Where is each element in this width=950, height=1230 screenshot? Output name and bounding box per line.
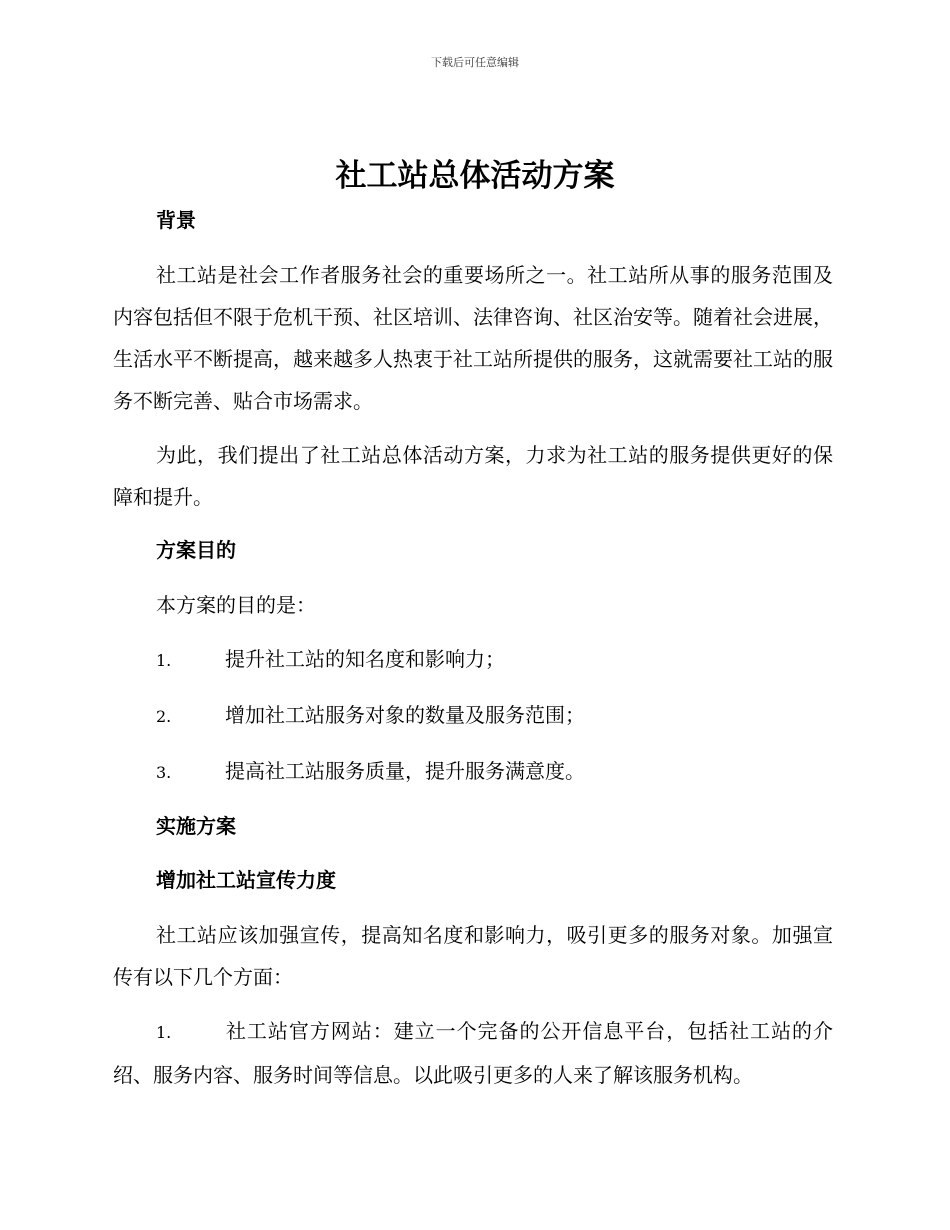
list-item-number: 1. bbox=[156, 1023, 172, 1042]
list-item bbox=[113, 694, 833, 738]
paragraph-goal-intro: 本方案的目的是： bbox=[156, 593, 316, 617]
header-note: 下载后可任意编辑 bbox=[431, 56, 519, 69]
document-body bbox=[113, 200, 833, 1096]
paragraph-background-1: 社工站是社会工作者服务社会的重要场所之一。社工站所从事的服务范围及内容包括但不限于危机干预、社区培训、法律咨询、社区治安等。随着社会进展，生活水平不断提高，越来越多人热衷于社工站所提供的服务，这就需要社工站的服务不断完善、贴合市场需求。 bbox=[113, 263, 833, 413]
heading-promotion: 增加社工站宣传力度 bbox=[156, 868, 336, 892]
heading-background: 背景 bbox=[156, 208, 196, 232]
list-item-text: 增加社工站服务对象的数量及服务范围； bbox=[225, 703, 585, 727]
document-title: 社工站总体活动方案 bbox=[335, 158, 615, 194]
paragraph-promotion: 社工站应该加强宣传，提高知名度和影响力，吸引更多的服务对象。加强宣传有以下几个方面： bbox=[113, 923, 833, 989]
list-item-number: 2. bbox=[156, 707, 172, 726]
paragraph-background-2: 为此，我们提出了社工站总体活动方案，力求为社工站的服务提供更好的保障和提升。 bbox=[113, 443, 833, 509]
list-item-text: 提升社工站的知名度和影响力； bbox=[225, 647, 505, 671]
heading-goal: 方案目的 bbox=[156, 538, 236, 562]
list-item-number: 1. bbox=[156, 651, 172, 670]
list-item bbox=[113, 638, 833, 682]
list-item bbox=[113, 1010, 833, 1096]
list-item-text: 社工站官方网站：建立一个完备的公开信息平台，包括社工站的介绍、服务内容、服务时间等信息。以此吸引更多的人来了解该服务机构。 bbox=[113, 1019, 833, 1087]
list-item-number: 3. bbox=[156, 763, 172, 782]
list-item-text: 提高社工站服务质量，提升服务满意度。 bbox=[225, 759, 585, 783]
list-item bbox=[113, 750, 833, 794]
heading-implementation: 实施方案 bbox=[156, 814, 236, 838]
